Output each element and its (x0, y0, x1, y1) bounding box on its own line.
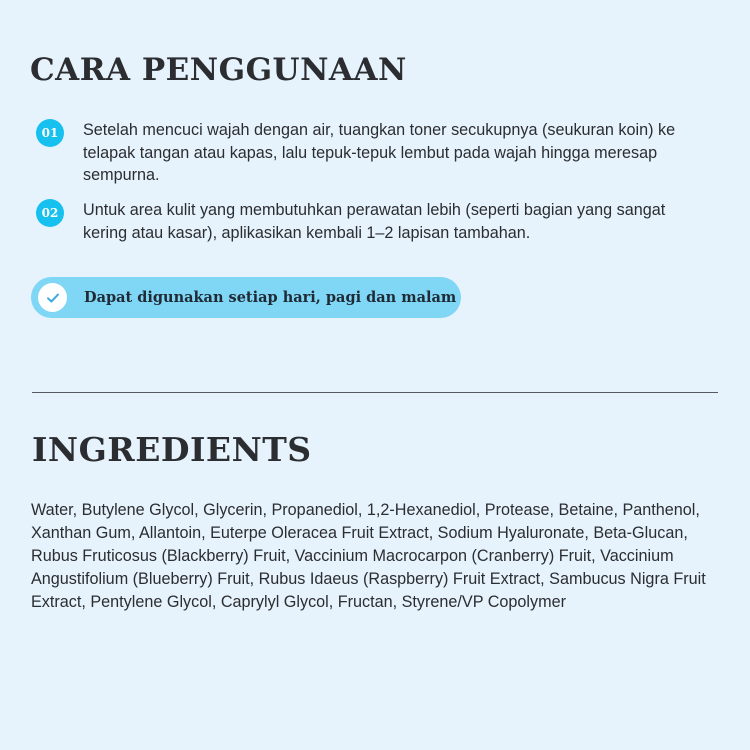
check-icon (38, 283, 67, 312)
step-number-badge: 01 (36, 119, 64, 147)
usage-step (36, 199, 716, 244)
section-divider (32, 392, 718, 393)
ingredients-list: Water, Butylene Glycol, Glycerin, Propanediol, 1,2-Hexanediol, Protease, Betaine, Panthenol, Xanthan Gum, Allantoin, Euterpe Oleracea Fruit Extract, Sodium Hyaluronate, Beta-Glucan, Rubus Fruticosus (Blackberry) Fruit, Vaccinium Macrocarpon (Cranberry) Fruit, Vaccinium Angustifolium (Blueberry) Fruit, Rubus Idaeus (Raspberry) Fruit Extract, Sambucus Nigra Fruit Extract, Pentylene Glycol, Caprylyl Glycol, Fructan, Styrene/VP Copolymer (31, 501, 706, 611)
usage-section-title: CARA PENGGUNAAN (30, 52, 407, 88)
usage-step (36, 119, 716, 187)
step-number-badge: 02 (36, 199, 64, 227)
highlight-text: Dapat digunakan setiap hari, pagi dan malam (84, 289, 457, 306)
ingredients-section-title: INGREDIENTS (32, 430, 312, 469)
step-text: Untuk area kulit yang membutuhkan perawatan lebih (seperti bagian yang sangat kering atau kasar), aplikasikan kembali 1–2 lapisan tambahan. (83, 201, 666, 242)
step-text: Setelah mencuci wajah dengan air, tuangkan toner secukupnya (seukuran koin) ke telapak tangan atau kapas, lalu tepuk-tepuk lembut pada wajah hingga meresap sempurna. (83, 121, 676, 184)
daily-use-highlight (31, 277, 461, 318)
